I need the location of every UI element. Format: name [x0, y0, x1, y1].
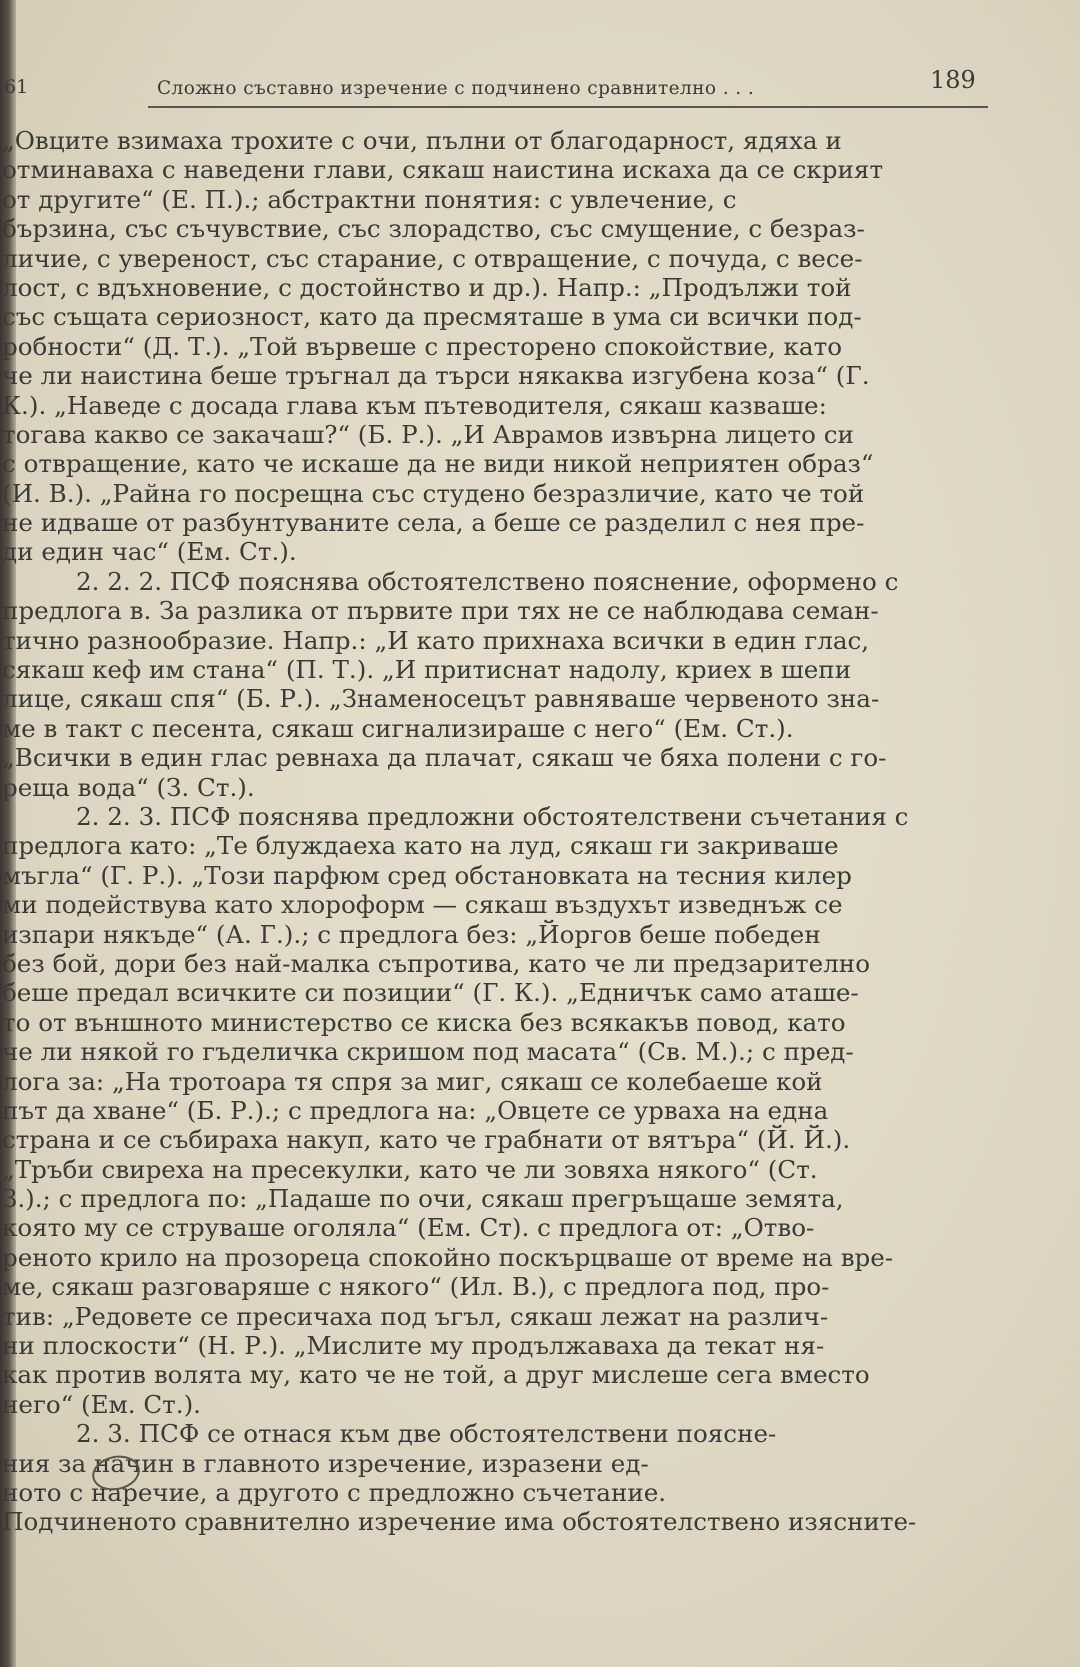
text-line: лице, сякаш спя“ (Б. Р.). „Знаменосецът равняваше червеното зна- — [2, 684, 880, 714]
text-line: реното крило на прозореца спокойно поскърцваше от време на вре- — [2, 1242, 894, 1272]
text-line: ме в такт с песента, сякаш сигнализираше с него“ (Ем. Ст.). — [2, 713, 794, 743]
text-line: тив: „Редовете се пресичаха под ъгъл, сякаш лежат на различ- — [2, 1301, 829, 1331]
text-line: К.). „Наведе с досада глава към пътеводителя, сякаш казваше: — [2, 390, 827, 420]
text-line: „Овците взимаха трохите с очи, пълни от благодарност, ядяха и — [2, 126, 842, 155]
text-line: сякаш кеф им стана“ (П. Т.). „И притиснат надолу, криех в шепи — [2, 655, 852, 685]
text-line: предлога в. За разлика от първите при тях не се наблюдава семан- — [2, 596, 879, 626]
text-line: как против волята му, като че не той, а друг мислеше сега вместо — [2, 1360, 870, 1390]
section-heading-line: 2. 3. ПСФ се отнася към две обстоятелствени поясне- — [76, 1419, 777, 1449]
text-line: тично разнообразие. Напр.: „И като прихнаха всички в един глас, — [2, 625, 870, 655]
text-line: ми подействува като хлороформ — сякаш въздухът изведнъж се — [2, 890, 843, 920]
text-line: която му се струваше оголяла“ (Ем. Ст). с предлога от: „Отво- — [2, 1213, 815, 1243]
text-line: лост, с вдъхновение, с достойнство и др.). Напр.: „Продължи той — [2, 272, 852, 302]
text-line: страна и се събираха накуп, като че грабнати от вятъра“ (Й. Й.). — [2, 1125, 851, 1155]
text-line: ме, сякаш разговаряше с някого“ (Ил. В.), с предлога под, про- — [2, 1272, 830, 1302]
text-line: беше предал всичките си позиции“ (Г. К.). „Едничък само аташе- — [2, 978, 859, 1008]
text-line: З.).; с предлога по: „Падаше по очи, сякаш прегръщаше земята, — [2, 1184, 844, 1214]
text-line: ни плоскости“ (Н. Р.). „Мислите му продължаваха да текат ня- — [2, 1331, 825, 1361]
text-line: предлога като: „Те блуждаеха като на луд, сякаш ги закриваше — [2, 831, 839, 861]
running-title: Сложно съставно изречение с подчинено сравнително . . . — [157, 78, 755, 99]
page-header — [0, 58, 1000, 102]
text-line: бързина, със съчувствие, със злорадство, със смущение, с безраз- — [2, 214, 865, 244]
header-rule — [148, 106, 988, 108]
text-line: ния за начин в главното изречение, изразени ед- — [2, 1448, 649, 1478]
text-line: (И. В.). „Райна го посрещна със студено безразличие, като че той — [2, 478, 865, 508]
text-line: че ли наистина беше тръгнал да търси някаква изгубена коза“ (Г. — [2, 361, 870, 391]
text-line: него“ (Ем. Ст.). — [2, 1389, 201, 1419]
text-line: не идваше от разбунтуваните села, а беше се разделил с нея пре- — [2, 508, 865, 538]
text-line: път да хване“ (Б. Р.).; с предлога на: „Овцете се урваха на една — [2, 1095, 829, 1125]
text-line: „Всички в един глас ревнаха да плачат, сякаш че бяха полени с го- — [2, 743, 887, 773]
text-line: мъгла“ (Г. Р.). „Този парфюм сред обстановката на тесния килер — [2, 860, 852, 890]
text-line: личие, с увереност, със старание, с отвращение, с почуда, с весе- — [2, 243, 863, 273]
text-line: отминаваха с наведени глави, сякаш наистина искаха да се скрият — [2, 155, 884, 185]
text-line: без бой, дори без най-малка съпротива, като че ли предзарително — [2, 948, 871, 978]
text-line: робности“ (Д. Т.). „Той вървеше с престорено спокойствие, като — [2, 331, 843, 361]
text-line: със същата сериозност, като да пресмяташе в ума си всички под- — [2, 302, 862, 332]
text-line: реща вода“ (З. Ст.). — [2, 772, 255, 802]
text-line: с отвращение, като че искаше да не види никой неприятен образ“ — [2, 449, 874, 479]
text-line: лога за: „На тротоара тя спря за миг, сякаш се колебаеше кой — [2, 1066, 823, 1096]
text-line: тогава какво се закачаш?“ (Б. Р.). „И Аврамов извърна лицето си — [2, 419, 854, 449]
text-line: Подчиненото сравнително изречение има обстоятелствено изясните- — [2, 1507, 917, 1537]
text-line: от другите“ (Е. П.).; абстрактни понятия: с увлечение, с — [2, 184, 737, 214]
left-page-number-fragment: 61 — [4, 76, 29, 98]
section-heading-line: 2. 2. 2. ПСФ пояснява обстоятелствено пояснение, оформено с — [76, 566, 899, 596]
body-text — [2, 126, 992, 1537]
section-heading-line: 2. 2. 3. ПСФ пояснява предложни обстоятелствени съчетания с — [76, 801, 909, 831]
text-line: изпари някъде“ (А. Г.).; с предлога без: „Йоргов беше победен — [2, 919, 821, 949]
text-line: то от външното министерство се киска без всякакъв повод, като — [2, 1007, 846, 1037]
page-number: 189 — [930, 66, 976, 94]
text-line: ното с наречие, а другото с предложно съчетание. — [2, 1477, 667, 1507]
text-line: че ли някой го гъделичка скришом под масата“ (Св. М.).; с пред- — [2, 1037, 854, 1067]
text-line: ди един час“ (Ем. Ст.). — [2, 537, 297, 567]
text-line: „Тръби свиреха на пресекулки, като че ли зовяха някого“ (Ст. — [2, 1154, 818, 1184]
